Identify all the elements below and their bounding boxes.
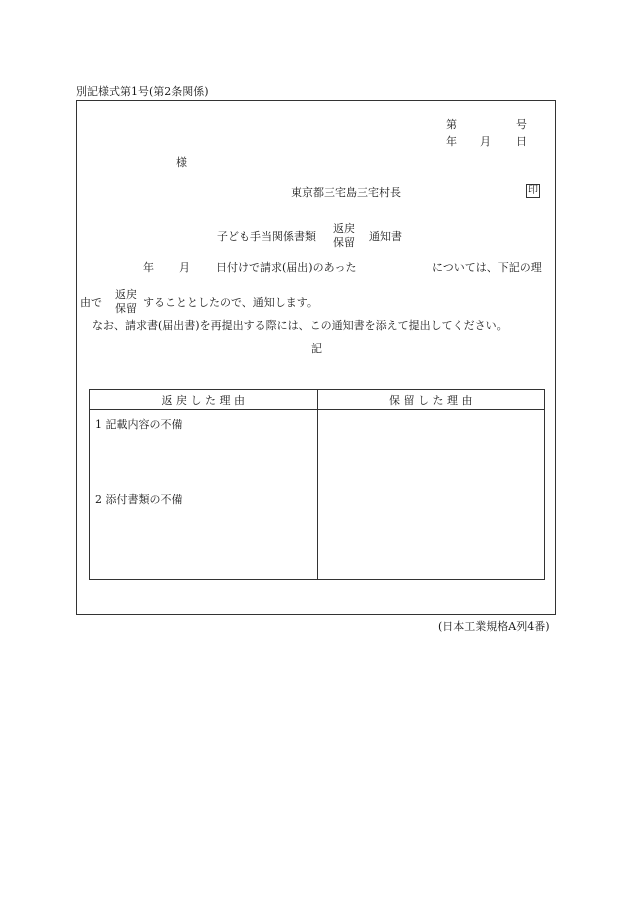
body-note: なお、請求書(届出書)を再提出する際には、この通知書を添えて提出してください。	[92, 319, 508, 332]
body-option-stack	[115, 288, 137, 316]
body-month: 月	[179, 261, 190, 274]
title-option-return: 返戻	[333, 222, 355, 235]
ki-heading: 記	[311, 342, 322, 355]
returned-reason-cell	[90, 410, 318, 580]
body-dated-text: 日付けで請求(届出)のあった	[216, 261, 357, 274]
date-day: 日	[516, 135, 527, 148]
held-reason-header: 保 留 し た 理 由	[317, 390, 545, 410]
date-year: 年	[446, 135, 457, 148]
returned-reason-item-2: 2 添付書類の不備	[95, 493, 183, 506]
body-option-hold: 保留	[115, 302, 137, 315]
title-option-hold: 保留	[333, 236, 355, 249]
title-option-stack	[333, 222, 355, 250]
form-caption: 別記様式第1号(第2条関係)	[76, 85, 209, 98]
seal-mark: 印	[528, 185, 538, 196]
title-prefix: 子ども手当関係書類	[217, 230, 316, 243]
body-year: 年	[143, 261, 154, 274]
body-regarding-text: については、下記の理	[432, 261, 542, 274]
body-option-return: 返戻	[115, 288, 137, 301]
title-suffix: 通知書	[369, 230, 402, 243]
returned-reason-header: 返 戻 し た 理 由	[90, 390, 318, 410]
number-dai: 第	[446, 118, 457, 131]
body-decision-text: することとしたので、通知します。	[143, 296, 318, 309]
date-month: 月	[480, 135, 491, 148]
held-reason-cell	[317, 410, 545, 580]
reasons-table	[89, 389, 545, 580]
body-reason-prefix: 由で	[80, 296, 102, 309]
returned-reason-item-1: 1 記載内容の不備	[95, 418, 183, 431]
paper-size-note: (日本工業規格A列4番)	[438, 620, 550, 633]
number-go: 号	[516, 118, 527, 131]
issuer-name: 東京都三宅島三宅村長	[291, 186, 401, 199]
recipient-suffix: 様	[176, 156, 187, 169]
